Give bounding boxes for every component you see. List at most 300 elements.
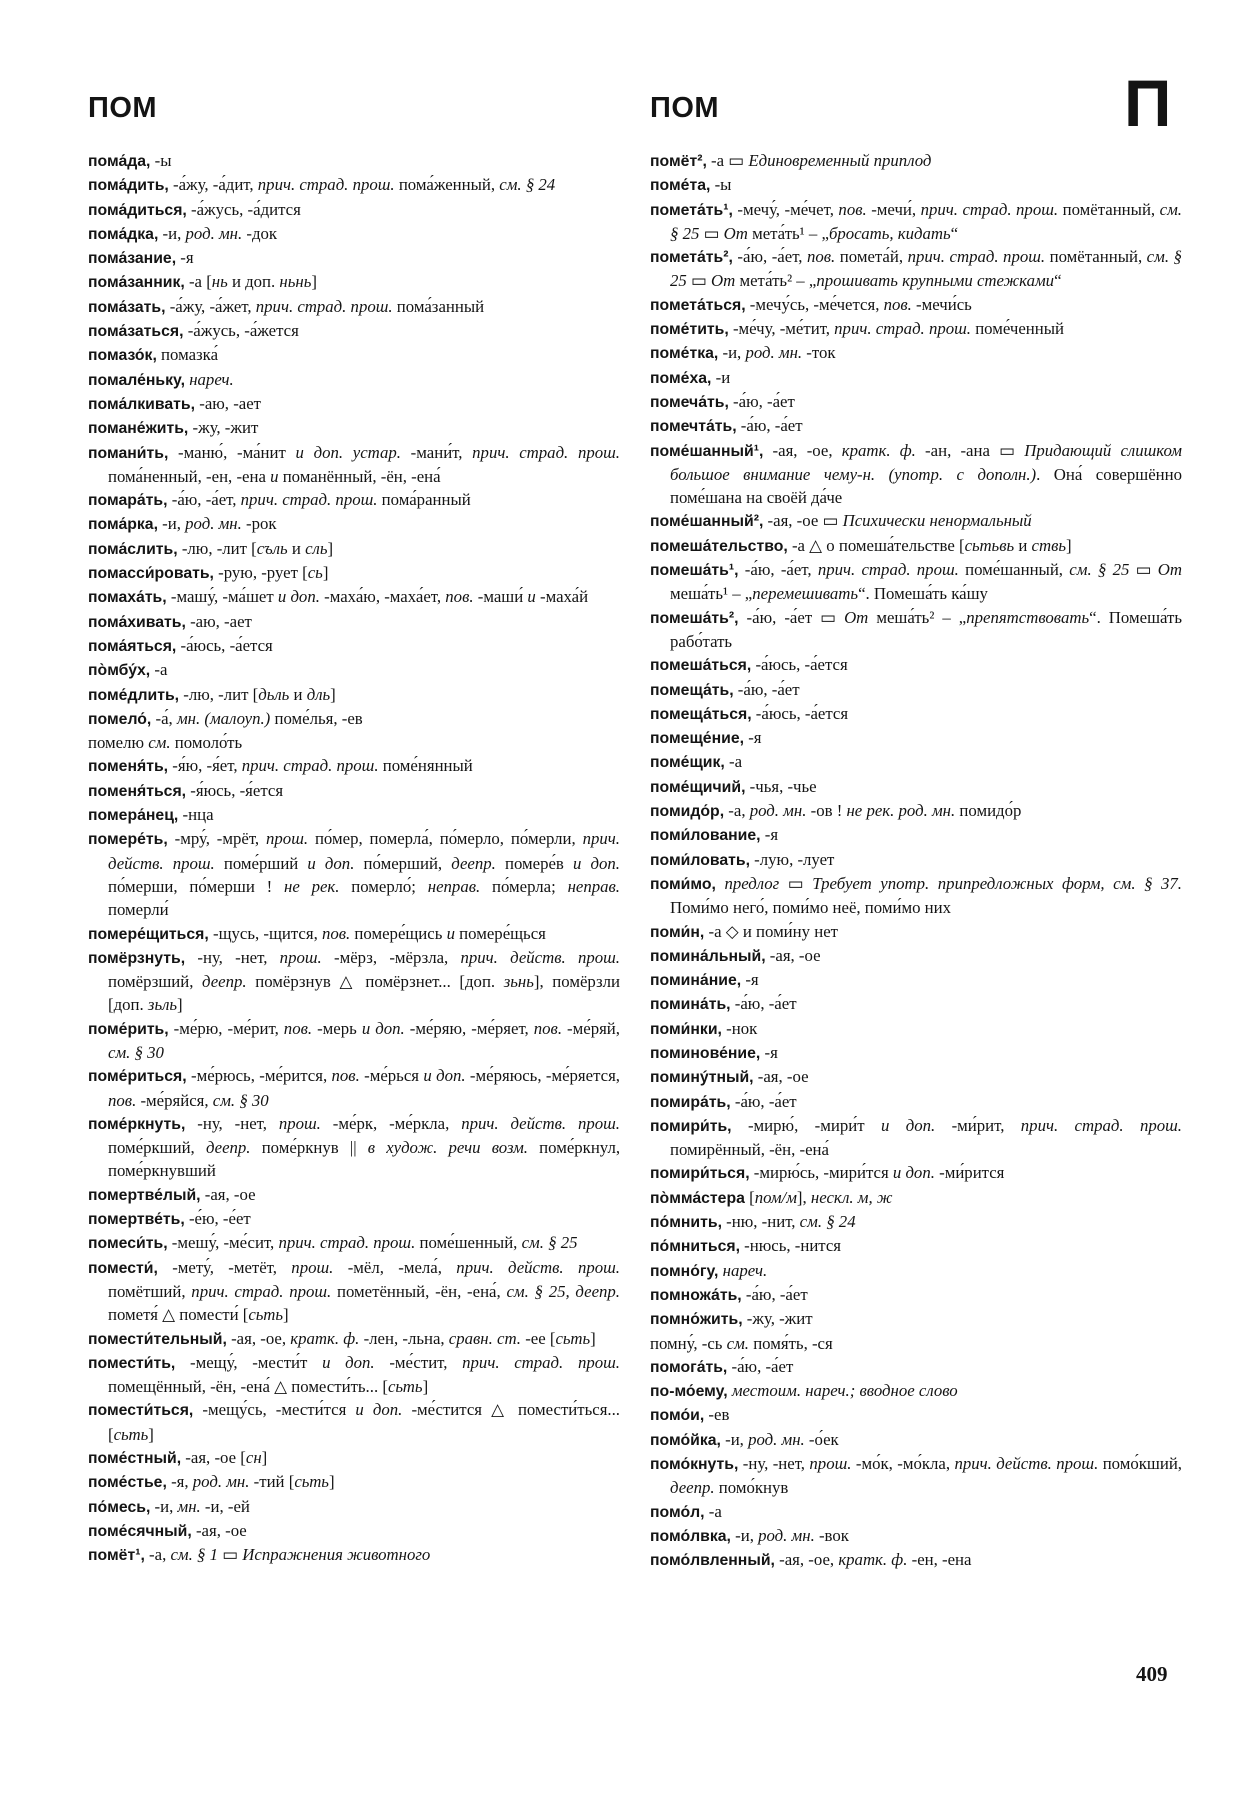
entry-text: пома́женный,: [394, 175, 500, 195]
page-number: 409: [1136, 1662, 1168, 1686]
entry-text: -мани́т,: [400, 442, 473, 462]
grammar-note: и доп.: [277, 587, 320, 607]
entry-pomedlit: [88, 683, 620, 707]
headword: помести́ть,: [88, 1354, 176, 1372]
entry-pomeshchichiy: [650, 775, 1182, 799]
headword: поменя́ться,: [88, 782, 187, 800]
headword: по́мнить,: [650, 1214, 722, 1232]
entry-pomeshannyy2: [650, 509, 1182, 533]
entry-pomelo: [88, 707, 620, 731]
entry-text: -нца: [178, 805, 214, 825]
entry-pomoemu: [650, 1379, 1182, 1403]
headword: помечта́ть,: [650, 418, 737, 436]
headword: помазо́к,: [88, 347, 157, 365]
entry-pomnozhit: [650, 1307, 1182, 1331]
headword: помина́ть,: [650, 996, 731, 1014]
entry-pomes: [88, 1495, 620, 1519]
entry-pomenyat: [88, 754, 620, 778]
grammar-note: см. § 1: [170, 1545, 218, 1565]
entry-text: помере́щься: [454, 923, 546, 943]
headword: пома́зание,: [88, 250, 177, 268]
entry-pomeranets: [88, 803, 620, 827]
grammar-note: перемешивать: [752, 584, 859, 604]
entry-pomelyu: [88, 731, 620, 754]
entry-text: -ее [: [521, 1328, 556, 1348]
entry-pomestitsya: [88, 1398, 620, 1446]
entry-pomanezhit: [88, 416, 620, 440]
entry-text: -аю, -ает: [195, 393, 262, 413]
entry-text: -я: [741, 970, 759, 990]
entry-pometat2: [650, 245, 1182, 293]
headword: помани́ть,: [88, 444, 169, 462]
grammar-note: прич. страд. прош.: [191, 1281, 332, 1301]
entry-text: помелю: [88, 733, 149, 753]
entry-text: -а́ю, -а́ет ▭: [738, 607, 845, 627]
headword: помно́гу,: [650, 1262, 719, 1280]
headword: помо́и,: [650, 1407, 705, 1425]
grammar-note: см. § 25: [521, 1233, 578, 1253]
entry-text: -а́жу, -а́жет,: [165, 296, 256, 316]
entry-text: ], помёрзли [доп.: [108, 972, 620, 1015]
headword: помета́ть²,: [650, 249, 733, 267]
entry-text: -а́жусь, -а́дится: [186, 199, 301, 219]
entry-pomolvka: [650, 1524, 1182, 1548]
grammar-note: Психически ненормальный: [842, 511, 1032, 531]
entry-pomiritsya: [650, 1161, 1182, 1185]
grammar-note: и доп.: [361, 1018, 405, 1038]
entry-pometit: [650, 317, 1182, 341]
headword: помести́ться,: [88, 1402, 194, 1420]
entry-pomazat: [88, 295, 620, 319]
entry-pomalkivat: [88, 392, 620, 416]
entry-text: -ну, -нет,: [185, 947, 280, 967]
entry-text: -а [: [184, 272, 212, 292]
entry-pombukh: [88, 658, 620, 682]
entry-text: -я: [744, 728, 762, 748]
entry-pomogat: [650, 1355, 1182, 1379]
entry-pomassirovat: [88, 561, 620, 585]
entry-text: -а́жу, -а́дит,: [168, 175, 258, 195]
grammar-note: Испражнения животного: [242, 1545, 431, 1565]
entry-text: -ме́рк, -ме́ркла,: [320, 1113, 462, 1133]
entry-text: -ая, -ое,: [226, 1328, 291, 1348]
grammar-note: прич. страд. прош.: [1020, 1115, 1182, 1135]
entry-pomekha: [650, 366, 1182, 390]
entry-pomestnyy: [88, 1446, 620, 1470]
entry-text: -машу́, -ма́шет: [166, 587, 278, 607]
entry-pomimo: [650, 872, 1182, 920]
headword: помножа́ть,: [650, 1286, 742, 1304]
grammar-note: прош.: [279, 947, 322, 967]
grammar-note: см. § 25: [670, 247, 1182, 291]
entry-text: -ток: [802, 343, 836, 363]
entry-text: -а △ о помеша́тельстве [: [787, 535, 965, 555]
entry-text: поме́шенный,: [415, 1233, 522, 1253]
entry-pomirat: [650, 1090, 1182, 1114]
headword: помести́,: [88, 1259, 158, 1277]
grammar-note: род. мн.: [749, 801, 807, 821]
headword: помертве́лый,: [88, 1186, 201, 1204]
entry-text: -а,: [144, 1545, 171, 1565]
entry-text: -мечи́сь: [911, 294, 972, 314]
headword: поме́сячный,: [88, 1522, 192, 1540]
entry-text: -я́ю, -я́ет,: [168, 756, 242, 776]
grammar-note: кратк. ф.: [841, 440, 916, 460]
entry-text: -и: [711, 367, 731, 387]
headword: поми́лование,: [650, 827, 761, 845]
entry-text: ]: [327, 538, 334, 558]
entry-pomol: [650, 1500, 1182, 1524]
entry-text: -ну, -нет,: [185, 1113, 279, 1133]
entry-pometka: [650, 341, 1182, 365]
grammar-note: съль: [256, 538, 288, 558]
entry-pomeshchenie: [650, 726, 1182, 750]
headword: помина́льный,: [650, 947, 766, 965]
headword: помо́йка,: [650, 1431, 721, 1449]
entry-pomechtat: [650, 414, 1182, 438]
entry-text: -маха́й: [535, 587, 589, 607]
entry-pometa: [650, 173, 1182, 197]
entry-text: -а́ю, -а́ет: [730, 1091, 797, 1111]
headword: поме́тить,: [650, 321, 729, 339]
entry-text: -а́ю, -а́ет: [733, 679, 800, 699]
entry-text: -а́ю, -а́ет: [730, 994, 797, 1014]
grammar-note: пом/м: [754, 1187, 797, 1207]
entry-text: -я,: [166, 1472, 193, 1492]
entry-text: -вок: [814, 1525, 849, 1545]
headword: помета́ть¹,: [650, 201, 733, 219]
entry-text: -ну, -нет,: [738, 1454, 810, 1474]
entry-pomenyatsya: [88, 779, 620, 803]
entry-text: ]: [148, 1424, 154, 1444]
entry-text: -и,: [158, 223, 186, 243]
headword: пома́дка,: [88, 225, 159, 243]
entry-text: -ме́ряю, -ме́ряет,: [404, 1018, 534, 1038]
entry-text: -лую, -лует: [749, 849, 835, 869]
grammar-note: зьнь: [503, 972, 534, 992]
entry-text: -а́юсь, -а́ется: [176, 635, 273, 655]
grammar-note: см. § 30: [108, 1042, 164, 1062]
entry-text: ▭: [686, 271, 712, 291]
headword: помёт¹,: [88, 1547, 145, 1565]
entry-text: -ая, -ое: [191, 1520, 247, 1540]
grammar-note: пов.: [108, 1090, 137, 1110]
headword: помере́ть,: [88, 831, 168, 849]
entry-text: -мечу́сь, -ме́чется,: [745, 294, 884, 314]
headword: помира́ть,: [650, 1093, 731, 1111]
grammar-note: и доп.: [423, 1066, 466, 1086]
grammar-note: сравн. ст.: [448, 1328, 521, 1348]
grammar-note: нареч.: [185, 369, 234, 389]
grammar-note: род. мн.: [185, 223, 243, 243]
entry-text: -а́юсь, -а́ется: [751, 655, 848, 675]
entry-text: поме́лья, -ев: [270, 708, 363, 728]
headword: пома́яться,: [88, 637, 177, 655]
right-column: [650, 149, 1182, 1573]
entry-pomada: [88, 149, 620, 173]
entry-text: и доп.: [227, 272, 280, 292]
entry-text: помо́кнув: [714, 1478, 789, 1498]
grammar-note: От: [711, 271, 736, 291]
entry-pomestit: [88, 1351, 620, 1399]
entry-text: ▭: [699, 223, 724, 243]
entry-text: поме́рший: [214, 853, 308, 873]
entry-text: -ев: [704, 1405, 730, 1425]
headword: поме́тка,: [650, 345, 719, 363]
entry-text: помя́ть, -ся: [749, 1333, 833, 1353]
entry-text: ]: [322, 563, 329, 583]
entry-text: -маши́: [473, 587, 528, 607]
headword: поме́щичий,: [650, 778, 746, 796]
entry-pomerznut: [88, 946, 620, 1017]
entry-text: -ая, -ое: [200, 1184, 256, 1204]
grammar-note: прош.: [291, 1257, 334, 1277]
headword: помина́ние,: [650, 972, 742, 990]
entry-text: помета́й,: [835, 247, 908, 267]
entry-pominki: [650, 1017, 1182, 1041]
entry-pomereshchitsya: [88, 922, 620, 946]
grammar-note: пов.: [883, 294, 912, 314]
entry-text: -рок: [241, 514, 277, 534]
entry-pomarka: [88, 512, 620, 536]
grammar-note: Придающий слишком большое внимание чему-н. (употр. с дополн.): [670, 440, 1182, 484]
entry-text: и: [1014, 535, 1032, 555]
entry-text: -и,: [730, 1525, 759, 1545]
entry-text: -ан, -ана ▭: [915, 440, 1025, 460]
grammar-note: пов.: [321, 923, 351, 943]
entry-text: -и,: [720, 1429, 749, 1449]
entry-text: -чья, -чье: [745, 776, 817, 796]
headword: помале́ньку,: [88, 371, 186, 389]
headword: пома́зать,: [88, 298, 166, 316]
entry-text: поме́ркший,: [108, 1138, 206, 1158]
entry-pomerknut: [88, 1112, 620, 1183]
entry-text: -а́ю, -а́ет,: [738, 560, 818, 580]
grammar-note: и доп.: [307, 853, 355, 873]
entry-text: -ы: [150, 151, 172, 170]
grammar-note: прич. страд. прош.: [834, 319, 971, 339]
entry-text: -ая, -ое,: [763, 440, 842, 460]
entry-pomechat: [650, 390, 1182, 414]
entry-text: по́мерши, по́мерши !: [108, 876, 284, 896]
entry-pomestitelnyy: [88, 1327, 620, 1351]
entry-text: -лю, -лит [: [177, 538, 257, 558]
headword: помеча́ть,: [650, 393, 729, 411]
grammar-note: и доп.: [322, 1352, 375, 1372]
entry-text: пома́ненный, -ен, -ена: [108, 466, 271, 486]
entry-text: помётший,: [108, 1281, 192, 1301]
entry-text: -ме́рюсь, -ме́рится,: [186, 1066, 332, 1086]
entry-pomeste: [88, 1470, 620, 1494]
entry-pomakhivat: [88, 610, 620, 634]
entry-pominalnyy: [650, 944, 1182, 968]
headword: помеша́тельство,: [650, 537, 788, 555]
grammar-note: сьть: [555, 1328, 591, 1348]
entry-pomnu: [650, 1332, 1182, 1355]
entry-text: -ню, -нит,: [721, 1212, 800, 1232]
entry-text: -рую, -рует [: [213, 563, 308, 583]
entry-text: -мету́, -метёт,: [157, 1257, 292, 1277]
entry-text: -а: [150, 660, 168, 680]
grammar-note: неправ.: [427, 876, 481, 896]
entry-text: “: [950, 223, 959, 243]
entry-text: пометя́ △ помести́ [: [108, 1305, 249, 1325]
entry-pominovenie: [650, 1041, 1182, 1065]
entry-text: пома́занный: [392, 296, 485, 316]
entry-text: -мирю́сь, -мири́тся: [749, 1163, 893, 1183]
entry-text: -а: [724, 752, 743, 772]
entry-pomazannik: [88, 270, 620, 294]
headword: помера́нец,: [88, 807, 179, 825]
entry-pomazanie: [88, 246, 620, 270]
entry-text: -нок: [721, 1018, 758, 1038]
grammar-note: род. мн.: [185, 514, 242, 534]
grammar-note: прич. страд. прош.: [907, 247, 1046, 267]
entry-pomerit: [88, 1017, 620, 1065]
entry-text: -я́юсь, -я́ется: [186, 780, 284, 800]
entry-text: помазка́: [156, 345, 219, 365]
entry-text: мета́ть² – „: [735, 271, 817, 291]
entry-text: -а́жусь, -а́жется: [183, 321, 299, 341]
grammar-note: см. § 25: [1069, 560, 1130, 580]
grammar-note: неправ.: [567, 876, 620, 896]
grammar-note: прич. действ. прош.: [954, 1454, 1099, 1474]
entry-text: меша́ть² – „: [868, 607, 967, 627]
entry-text: ]: [261, 1448, 268, 1468]
grammar-note: От: [1157, 560, 1183, 580]
entry-pomirit: [650, 1114, 1182, 1162]
entry-pomoyka: [650, 1428, 1182, 1452]
headword: помно́жить,: [650, 1311, 743, 1329]
grammar-note: препятствовать: [966, 607, 1090, 627]
headword: пома́заться,: [88, 323, 184, 341]
entry-text: помере́в: [495, 853, 573, 873]
grammar-note: прич. действ. прош.: [456, 1257, 620, 1277]
grammar-note: сьть: [387, 1377, 423, 1397]
headword: поме́длить,: [88, 686, 180, 704]
entry-text: -жу, -жит: [188, 418, 259, 438]
grammar-note: пов.: [445, 587, 474, 607]
entry-text: ▭: [779, 873, 813, 893]
entry-text: поманённый, -ён, -ена́: [278, 466, 441, 486]
entry-pomeshat1: [650, 558, 1182, 606]
entry-text: -е́ю, -е́ет: [184, 1209, 251, 1229]
headword: помеще́ние,: [650, 730, 744, 748]
headword: помета́ться,: [650, 296, 746, 314]
grammar-note: прич. действ. прош.: [108, 829, 620, 873]
entry-text: -а́ю, -а́ет: [727, 1356, 794, 1376]
headword: по̀мбу́х,: [88, 662, 151, 680]
grammar-note: и доп.: [355, 1400, 403, 1420]
entry-pomeret: [88, 827, 620, 921]
grammar-note: прич. действ. прош.: [461, 1113, 621, 1133]
entry-text: ]: [311, 272, 317, 292]
entry-pomolvlennyy: [650, 1548, 1182, 1572]
grammar-note: не рек.: [284, 876, 340, 896]
entry-text: -а́ю, -а́ет,: [167, 490, 241, 510]
grammar-note: сь: [307, 563, 323, 583]
grammar-note: нареч.: [718, 1260, 768, 1280]
grammar-note: прош.: [809, 1454, 852, 1474]
entry-text: поме́ркнул, поме́ркнувший: [108, 1138, 621, 1181]
entry-text: -а́юсь, -а́ется: [751, 703, 849, 723]
grammar-note: прош.: [278, 1113, 321, 1133]
entry-pommastera: [650, 1186, 1182, 1210]
entry-pomertvet: [88, 1207, 620, 1231]
entry-text: помирённый, -ён, -ена́: [670, 1140, 829, 1160]
grammar-note: пов.: [331, 1066, 360, 1086]
grammar-note: прич. страд. прош.: [817, 560, 959, 580]
entry-text: померли́: [108, 900, 169, 920]
entry-pominat: [650, 992, 1182, 1016]
entry-text: -а́ю, -а́ет: [728, 391, 795, 411]
entry-text: -ая, -ое [: [181, 1448, 246, 1468]
entry-text: -а́ю, -а́ет,: [732, 247, 807, 267]
headword: поме́риться,: [88, 1068, 187, 1086]
headword: поме́ркнуть,: [88, 1115, 186, 1133]
entry-text: “. Помеша́ть ка́шу: [858, 584, 988, 604]
entry-text: помну́, -сь: [650, 1333, 727, 1353]
entry-text: -док: [242, 223, 278, 243]
entry-text: -аю, -ает: [185, 611, 252, 631]
entry-text: -а ▭: [706, 151, 749, 170]
headword: поме́стье,: [88, 1474, 167, 1492]
grammar-note: пов.: [838, 199, 867, 219]
grammar-note: деепр.: [670, 1478, 715, 1498]
grammar-note: и доп. устар.: [295, 442, 401, 462]
headword: поме́шанный²,: [650, 513, 764, 531]
headword: поми́мо,: [650, 875, 716, 893]
headword: пома́дить,: [88, 177, 169, 195]
entry-text: поме́шанный,: [958, 560, 1070, 580]
grammar-note: прич. страд. прош.: [472, 442, 620, 462]
headword: помане́жить,: [88, 420, 189, 438]
grammar-note: нескл. м, ж: [810, 1187, 893, 1207]
grammar-note: см. § 25, деепр.: [506, 1281, 621, 1301]
entry-text: -маха́ю, -маха́ет,: [319, 587, 446, 607]
entry-text: по́мер, померла́, по́мерло, по́мерли,: [308, 829, 583, 849]
section-letter: П: [1124, 66, 1172, 140]
entry-text: -мирю́, -мири́т: [731, 1115, 881, 1135]
grammar-note: нь: [211, 272, 228, 292]
entry-text: ▭: [1129, 560, 1158, 580]
running-head-left: ПОМ: [88, 92, 158, 124]
headword: помара́ть,: [88, 492, 168, 510]
grammar-note: род. мн.: [758, 1525, 815, 1545]
entry-text: помо́кший,: [1098, 1454, 1182, 1474]
grammar-note: пов.: [806, 247, 836, 267]
entry-text: -мечи́,: [866, 199, 921, 219]
entry-text: пометённый, -ён, -ена́,: [331, 1281, 507, 1301]
grammar-note: см. § 25: [670, 199, 1182, 243]
entry-text: -а ◇ и поми́ну нет: [704, 921, 838, 941]
headword: помёт²,: [650, 153, 707, 170]
grammar-note: сьть: [113, 1424, 149, 1444]
entry-text: -я: [176, 248, 194, 268]
grammar-note: сль: [305, 538, 328, 558]
grammar-note: род. мн.: [745, 343, 803, 363]
entry-pomanit: [88, 441, 620, 489]
entry-text: -а́ю, -а́ет: [736, 416, 803, 436]
entry-text: -мешу́, -ме́сит,: [167, 1233, 279, 1253]
entry-pomaslit: [88, 537, 620, 561]
grammar-note: От: [844, 607, 869, 627]
grammar-note: и: [270, 466, 279, 486]
grammar-note: дьль: [258, 684, 290, 704]
entry-pomidor: [650, 799, 1182, 823]
entry-pomadka: [88, 222, 620, 246]
entry-text: -ме́ряюсь, -ме́ряется,: [465, 1066, 620, 1086]
